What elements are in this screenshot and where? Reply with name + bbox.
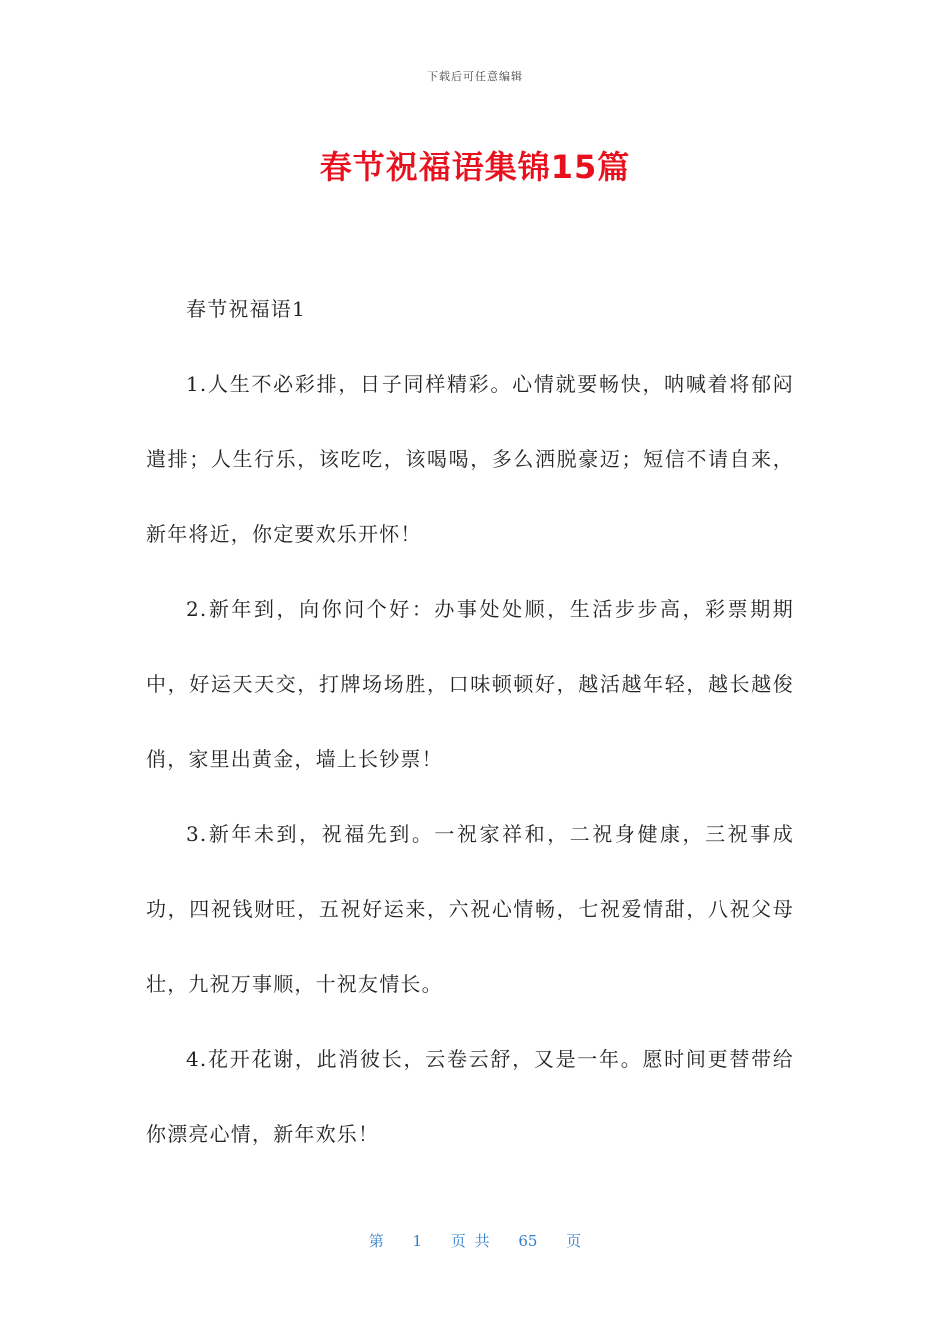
page-total: 65	[518, 1232, 538, 1250]
document-title: 春节祝福语集锦15篇	[319, 148, 631, 186]
page-suffix: 页	[566, 1232, 582, 1250]
section-heading: 春节祝福语1	[186, 297, 306, 321]
header-note: 下载后可任意编辑	[427, 70, 523, 83]
page-total-label: 页 共	[450, 1232, 490, 1250]
page-current: 1	[412, 1232, 423, 1250]
page-footer	[0, 1230, 950, 1251]
blessing-paragraph-1: 1.人生不必彩排，日子同样精彩。心情就要畅快，呐喊着将郁闷遣排；人生行乐，该吃吃，该喝喝，多么洒脱豪迈；短信不请自来，新年将近，你定要欢乐开怀！	[146, 372, 794, 546]
document-body	[146, 272, 794, 1172]
blessing-paragraph-4: 4.花开花谢，此消彼长，云卷云舒，又是一年。愿时间更替带给你漂亮心情，新年欢乐！	[146, 1047, 794, 1146]
blessing-paragraph-3: 3.新年未到，祝福先到。一祝家祥和，二祝身健康，三祝事成功，四祝钱财旺，五祝好运来，六祝心情畅，七祝爱情甜，八祝父母壮，九祝万事顺，十祝友情长。	[146, 822, 794, 996]
blessing-paragraph-2: 2.新年到，向你问个好：办事处处顺，生活步步高，彩票期期中，好运天天交，打牌场场胜，口味顿顿好，越活越年轻，越长越俊俏，家里出黄金，墙上长钞票！	[146, 597, 794, 771]
page-label: 第	[368, 1232, 384, 1250]
